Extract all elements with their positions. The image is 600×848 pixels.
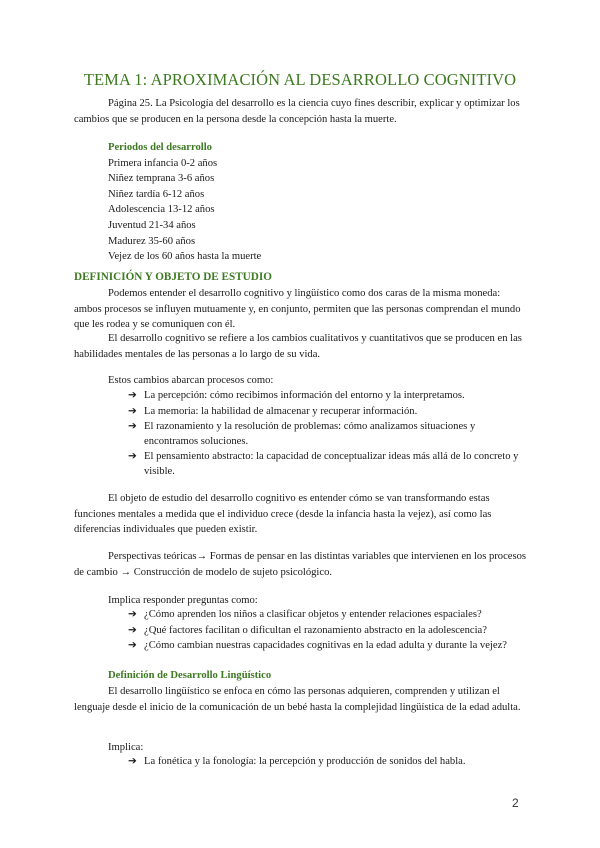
list-item: [128, 755, 530, 770]
periods-heading: Periodos del desarrollo: [108, 142, 212, 153]
linguistic-heading: Definición de Desarrollo Lingüístico: [108, 670, 272, 681]
list-item: [128, 608, 530, 623]
questions-intro: Implica responder preguntas como:: [108, 595, 258, 606]
arrow-icon: ➔: [128, 390, 137, 401]
object-paragraph: El objeto de estudio del desarrollo cognitivo es entender cómo se van transformando estas funciones mentales a medida que el individuo crece (desde la infancia hasta la vejez), así como las diferencias individuales que pueden existir.: [74, 493, 492, 536]
arrow-icon: ➔: [128, 609, 137, 620]
period-item: Niñez temprana 3-6 años: [108, 173, 215, 185]
arrow-icon: ➔: [128, 451, 137, 463]
list-item-text: La memoria: la habilidad de almacenar y recuperar información.: [144, 405, 418, 417]
list-item-text: El pensamiento abstracto: la capacidad de conceptualizar ideas más allá de lo concreto y visible.: [144, 451, 519, 477]
list-item: [128, 450, 530, 479]
implies-label: Implica:: [108, 742, 144, 753]
list-item: [128, 405, 530, 420]
questions-list: [128, 608, 530, 655]
definition-paragraph-2: El desarrollo cognitivo se refiere a los cambios cualitativos y cuantitativos que se producen en las habilidades mentales de las personas a lo largo de su vida.: [74, 333, 522, 360]
linguistic-list: [128, 755, 530, 771]
period-item: Juventud 21-34 años: [108, 219, 196, 231]
linguistic-paragraph: El desarrollo lingüístico se enfoca en cómo las personas adquieren, comprenden y utilizan el lenguaje desde el inicio de la comunicación de un bebé hasta la complejidad lingüística de la edad adulta.: [74, 686, 521, 713]
definition-paragraph-1: Podemos entender el desarrollo cognitivo y lingüístico como dos caras de la misma moneda: ambos procesos se influyen mutuamente y, en conjunto, permiten que las personas comprendan el mundo que les rodea y se comuniquen con él.: [74, 288, 521, 331]
periods-section: [74, 140, 530, 265]
arrow-icon: ➔: [128, 756, 137, 767]
list-item-text: ¿Cómo cambian nuestras capacidades cognitivas en la edad adulta y durante la vejez?: [144, 640, 507, 652]
processes-list: [128, 389, 530, 481]
list-item-text: ¿Qué factores facilitan o dificultan el razonamiento abstracto en la adolescencia?: [144, 624, 487, 636]
period-item: Madurez 35-60 años: [108, 235, 196, 247]
arrow-icon: ➔: [128, 421, 137, 433]
definition-heading: DEFINICIÓN Y OBJETO DE ESTUDIO: [74, 271, 272, 283]
page-title: TEMA 1: APROXIMACIÓN AL DESARROLLO COGNITIVO: [83, 70, 517, 89]
list-item: [128, 389, 530, 404]
period-item: Primera infancia 0-2 años: [108, 157, 218, 169]
period-item: Vejez de los 60 años hasta la muerte: [108, 251, 262, 263]
list-item-text: El razonamiento y la resolución de problemas: cómo analizamos situaciones y encontramos soluciones.: [144, 421, 476, 447]
list-item-text: La fonética y la fonología: la percepción y producción de sonidos del habla.: [144, 756, 466, 767]
arrow-icon: ➔: [128, 624, 137, 636]
period-item: Niñez tardía 6-12 años: [108, 188, 205, 200]
list-item: [128, 639, 530, 654]
arrow-icon: ➔: [128, 405, 137, 417]
list-item-text: ¿Cómo aprenden los niños a clasificar objetos y entender relaciones espaciales?: [144, 609, 482, 620]
period-item: Adolescencia 13-12 años: [108, 204, 215, 216]
list-item-text: La percepción: cómo recibimos información del entorno y la interpretamos.: [144, 390, 465, 401]
processes-intro: Estos cambios abarcan procesos como:: [108, 375, 274, 386]
page-number: 2: [512, 796, 519, 810]
arrow-icon: ➔: [128, 640, 137, 652]
list-item: [128, 420, 530, 449]
perspectives-paragraph: Perspectivas teóricas→ Formas de pensar en las distintas variables que intervienen en los procesos de cambio → Construcción de modelo de sujeto psicológico.: [74, 551, 527, 578]
intro-paragraph: Página 25. La Psicología del desarrollo es la ciencia cuyo fines describir, explicar y optimizar los cambios que se producen en la persona desde la concepción hasta la muerte.: [74, 98, 520, 125]
list-item: [128, 624, 530, 639]
